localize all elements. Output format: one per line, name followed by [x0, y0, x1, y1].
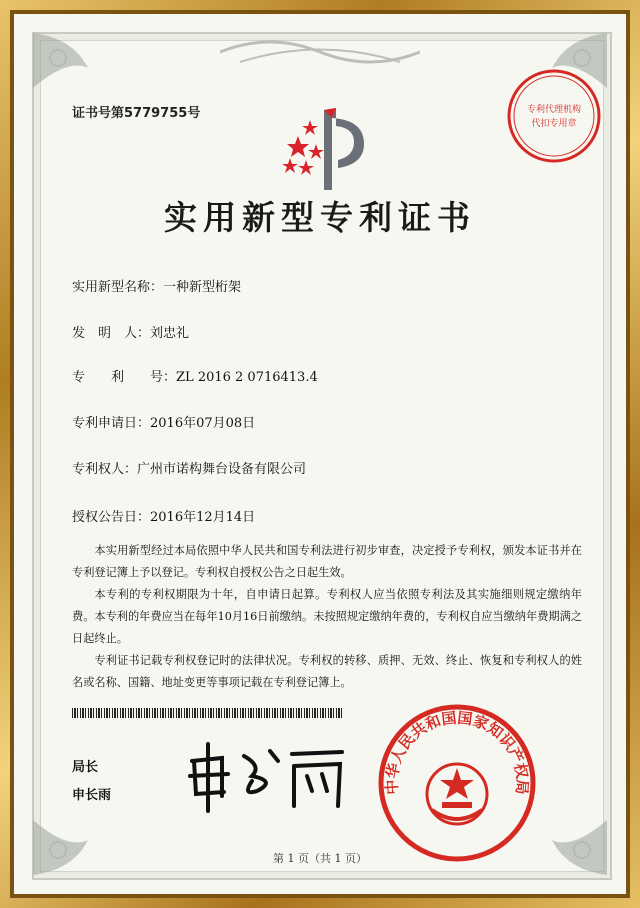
- cnipa-logo-icon: [276, 98, 396, 198]
- grant-date-label: 授权公告日：: [72, 510, 151, 525]
- patentee-row: [72, 458, 306, 477]
- patent-number-row: [72, 366, 318, 385]
- national-ip-administration-seal: [376, 702, 538, 864]
- utility-model-name-row: [72, 276, 241, 295]
- inventor: 刘忠礼: [150, 326, 190, 341]
- body-paragraph: 本专利的专利权期限为十年，自申请日起算。专利权人应当依照专利法及其实施细则规定缴纳年费。本专利的年费应当在每年10月16日前缴纳。未按照规定缴纳年费的，专利权自应当缴纳年费期满之日起终止。: [72, 588, 582, 645]
- utility-model-name: 一种新型桁架: [163, 280, 242, 295]
- barcode: [72, 708, 344, 718]
- patentee-label: 专利权人：: [72, 462, 138, 477]
- top-ornament-icon: [220, 32, 420, 72]
- body-paragraph: 专利证书记载专利权登记时的法律状况。专利权的转移、质押、无效、终止、恢复和专利权人的姓名或名称、国籍、地址变更等事项记载在专利登记簿上。: [72, 654, 582, 689]
- inventor-row: [72, 322, 189, 341]
- utility-model-name-label: 实用新型名称：: [72, 280, 164, 295]
- certificate-paper: [14, 14, 626, 894]
- agency-seal: [504, 66, 604, 166]
- application-date: 2016年07月08日: [150, 416, 256, 431]
- certificate-title: 实用新型专利证书: [164, 198, 476, 237]
- patentee: 广州市诺构舞台设备有限公司: [137, 462, 307, 477]
- certificate-number: 证书号第5779755号: [72, 106, 201, 121]
- inventor-label: 发 明 人：: [72, 326, 151, 341]
- grant-date-row: [72, 506, 255, 525]
- certificate-body: [72, 540, 582, 694]
- director-name: 申长雨: [72, 788, 112, 803]
- director-title: 局长: [72, 760, 99, 775]
- application-date-label: 专利申请日：: [72, 416, 151, 431]
- application-date-row: [72, 412, 255, 431]
- svg-text:专利代理机构: 专利代理机构: [526, 105, 582, 115]
- corner-ornament-icon: [28, 790, 118, 880]
- svg-text:中华人民共和国国家知识产权局: 中华人民共和国国家知识产权局: [382, 708, 532, 796]
- patent-number: ZL 2016 2 0716413.4: [176, 370, 318, 385]
- page-number: 第 1 页（共 1 页）: [273, 852, 367, 865]
- director-signature: [182, 736, 352, 816]
- grant-date: 2016年12月14日: [150, 510, 256, 525]
- body-paragraph: 本实用新型经过本局依照中华人民共和国专利法进行初步审查，决定授予专利权，颁发本证书并在专利登记簿上予以登记。专利权自授权公告之日起生效。: [72, 544, 582, 579]
- svg-text:代扣专用章: 代扣专用章: [531, 119, 577, 129]
- patent-number-label: 专 利 号：: [72, 370, 177, 385]
